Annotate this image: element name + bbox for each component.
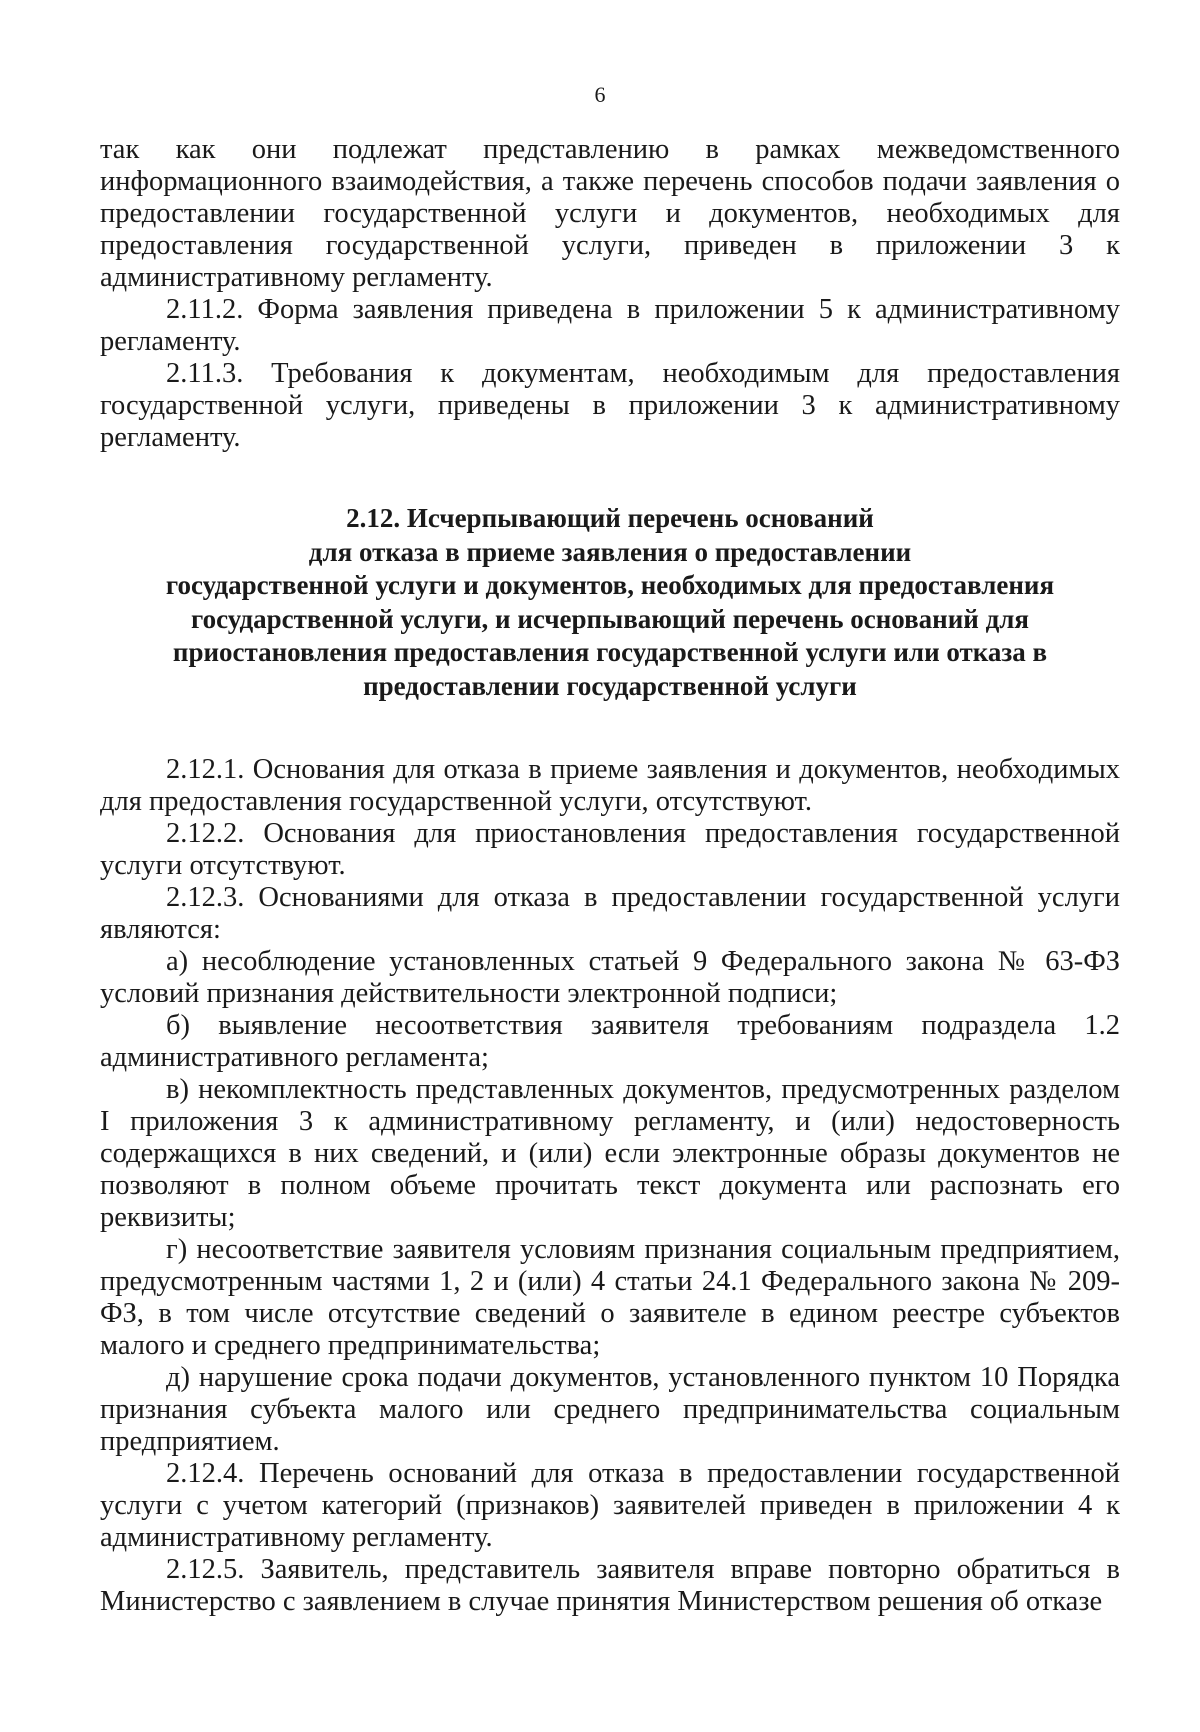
paragraph-2-12-1: 2.12.1. Основания для отказа в приеме заявления и документов, необходимых для предоставления государственной услуги, отсутствуют. xyxy=(100,754,1120,817)
heading-line: приостановления предоставления государственной услуги или отказа в xyxy=(172,637,1048,667)
paragraph-2-12-3: 2.12.3. Основаниями для отказа в предоставлении государственной услуги являются: xyxy=(100,882,1120,945)
heading-line: для отказа в приеме заявления о предоставлении xyxy=(308,536,912,567)
section-heading-2-12 xyxy=(130,502,1090,703)
list-item-g: г) несоответствие заявителя условиям признания социальным предприятием, предусмотренным частями 1, 2 и (или) 4 статьи 24.1 Федерального закона № 209-ФЗ, в том числе отсутствие сведений о заявителе в едином реестре субъектов малого и среднего предпринимательства; xyxy=(100,1234,1120,1361)
section-2-12-text xyxy=(100,754,1120,1618)
paragraph-2-12-2: 2.12.2. Основания для приостановления предоставления государственной услуги отсутствуют. xyxy=(100,818,1120,881)
paragraph-2-12-4: 2.12.4. Перечень оснований для отказа в предоставлении государственной услуги с учетом категорий (признаков) заявителей приведен в приложении 4 к административному регламенту. xyxy=(100,1458,1120,1553)
heading-line: государственной услуги, и исчерпывающий перечень оснований для xyxy=(190,603,1030,634)
list-item-a: а) несоблюдение установленных статьей 9 Федерального закона № 63-ФЗ условий признания действительности электронной подписи; xyxy=(100,946,1120,1009)
heading-line: 2.12. Исчерпывающий перечень оснований xyxy=(346,503,874,533)
paragraph-2-12-5: 2.12.5. Заявитель, представитель заявителя вправе повторно обратиться в Министерство с заявлением в случае принятия Министерством решения об отказе xyxy=(100,1554,1120,1617)
list-item-b: б) выявление несоответствия заявителя требованиям подраздела 1.2 административного регламента; xyxy=(100,1010,1120,1073)
paragraph-continuation: так как они подлежат представлению в рамках межведомственного информационного взаимодействия, а также перечень способов подачи заявления о предоставлении государственной услуги и документов, необходимых для предоставления государственной услуги, приведен в приложении 3 к административному регламенту. xyxy=(100,134,1120,293)
heading-line: государственной услуги и документов, необходимых для предоставления xyxy=(165,570,1055,600)
paragraph-2-11-3: 2.11.3. Требования к документам, необходимым для предоставления государственной услуги, приведены в приложении 3 к административному регламенту. xyxy=(100,358,1120,453)
paragraph-2-11-2: 2.11.2. Форма заявления приведена в приложении 5 к административному регламенту. xyxy=(100,294,1120,357)
section-2-11-text xyxy=(100,134,1120,454)
list-item-v: в) некомплектность представленных документов, предусмотренных разделом I приложения 3 к административному регламенту, и (или) недостоверность содержащихся в них сведений, и (или) если электронные образы документов не позволяют в полном объеме прочитать текст документа или распознать его реквизиты; xyxy=(100,1074,1120,1233)
page-number: 6 xyxy=(594,82,606,107)
heading-line: предоставлении государственной услуги xyxy=(363,670,857,701)
list-item-d: д) нарушение срока подачи документов, установленного пунктом 10 Порядка признания субъекта малого или среднего предпринимательства социальным предприятием. xyxy=(100,1362,1120,1457)
